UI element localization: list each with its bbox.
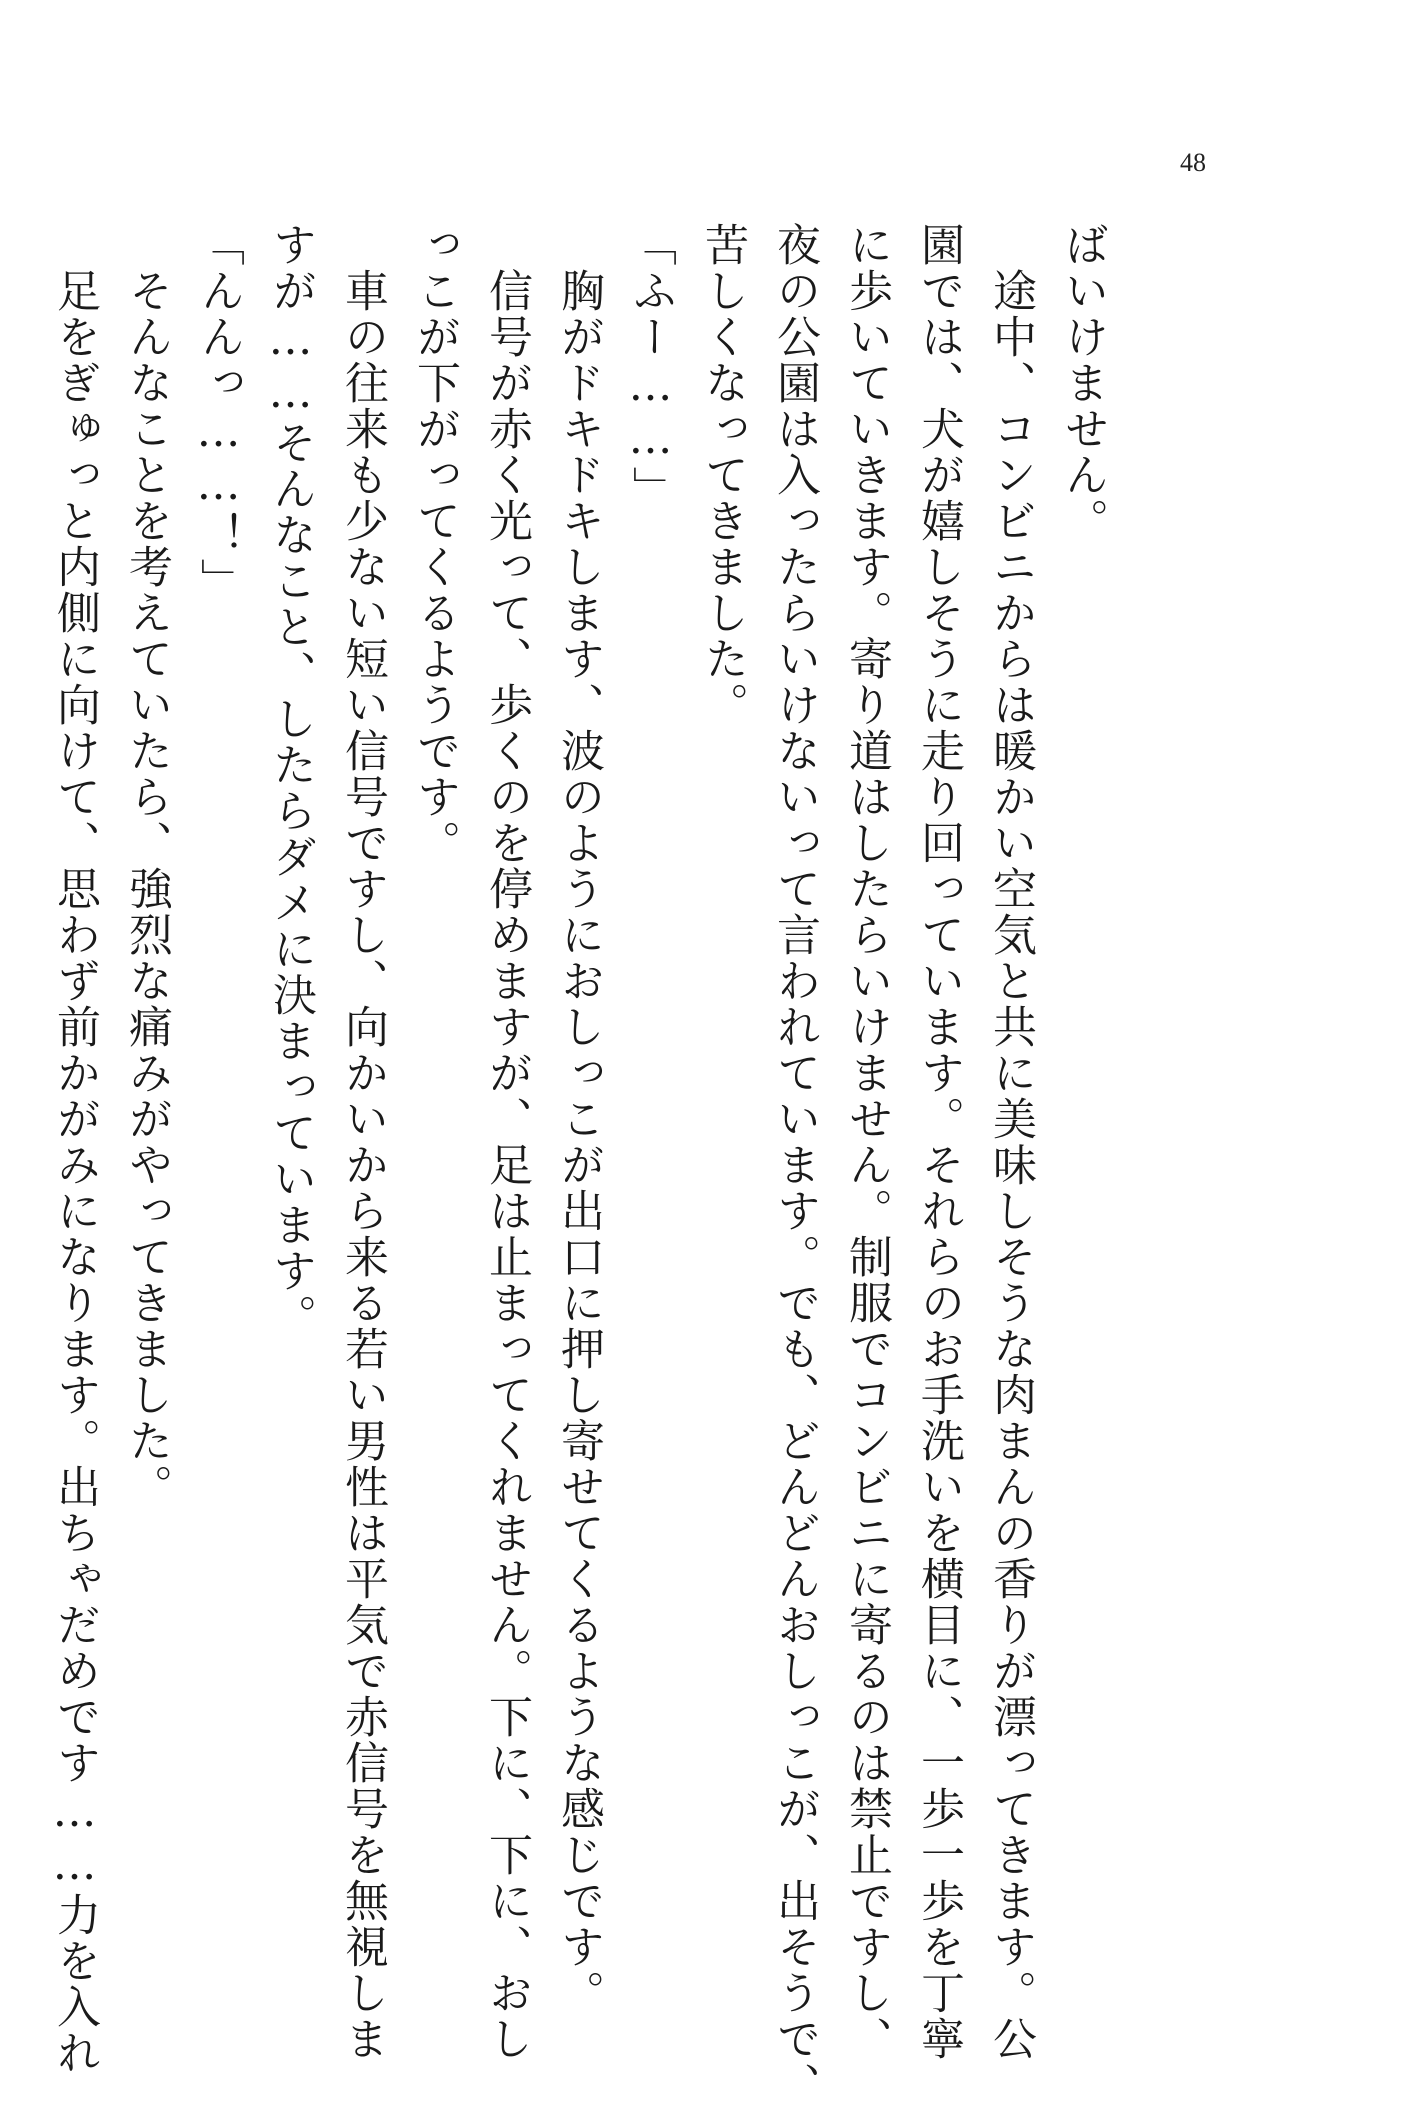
text-line: ばいけません。 <box>1057 222 1108 544</box>
text-line: すが……そんなこと、したらダメに決まっています。 <box>265 222 316 1340</box>
page-number: 48 <box>1180 148 1206 177</box>
text-line: に歩いていきます。寄り道はしたらいけません。制服でコンビニに寄るのは禁止ですし、 <box>841 222 892 2062</box>
text-line: っこが下がってくるようです。 <box>409 222 460 866</box>
text-line: 園では、犬が嬉しそうに走り回っています。それらのお手洗いを横目に、一歩一歩を丁寧 <box>913 222 964 2062</box>
text-line: 途中、コンビニからは暖かい空気と共に美味しそうな肉まんの香りが漂ってきます。公 <box>985 222 1036 2062</box>
text-line: 夜の公園は入ったらいけないって言われています。でも、どんどんおしっこが、出そうで、 <box>769 222 820 2108</box>
text-line: そんなことを考えていたら、強烈な痛みがやってきました。 <box>121 222 172 1510</box>
text-line: 「ふー……」 <box>625 222 676 512</box>
text-line: 足をぎゅっと内側に向けて、思わず前かがみになります。出ちゃだめです……力を入れ <box>49 222 100 2076</box>
text-line: 信号が赤く光って、歩くのを停めますが、足は止まってくれません。下に、下に、おし <box>481 222 532 2062</box>
body-text <box>38 222 1118 2108</box>
text-line: 胸がドキドキします、波のようにおしっこが出口に押し寄せてくるような感じです。 <box>553 222 604 2016</box>
text-line: 苦しくなってきました。 <box>697 222 748 728</box>
text-line: 「んんっ……！」 <box>193 222 244 604</box>
text-line: 車の往来も少ない短い信号ですし、向かいから来る若い男性は平気で赤信号を無視しま <box>337 222 388 2062</box>
